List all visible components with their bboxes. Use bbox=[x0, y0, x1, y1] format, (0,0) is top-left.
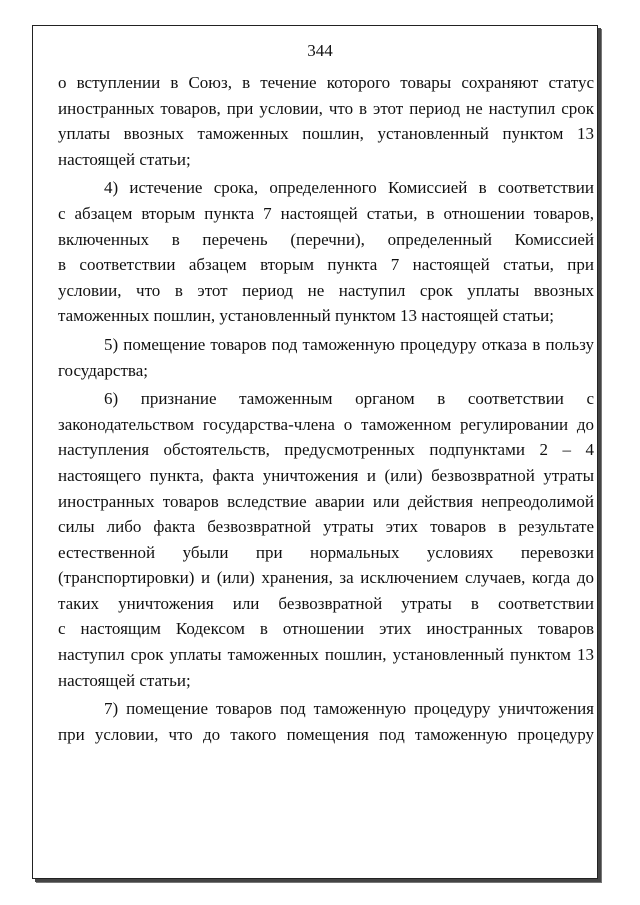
text-line: иностранных товаров, при условии, что в этот период не наступил срок bbox=[58, 98, 594, 118]
text-line: таких уничтожения или безвозвратной утраты в соответствии bbox=[58, 593, 594, 613]
paragraph-item-4 bbox=[58, 175, 594, 329]
text-line: силы либо факта безвозвратной утраты этих товаров в результате bbox=[58, 517, 594, 537]
text-line: законодательством государства-члена о таможенном регулировании до bbox=[58, 414, 594, 434]
text-line: условии, что в этот период не наступил срок уплаты ввозных bbox=[58, 280, 594, 300]
text-line: уплаты ввозных таможенных пошлин, установленный пунктом 13 bbox=[58, 124, 594, 144]
text-line: с настоящим Кодексом в отношении этих иностранных товаров bbox=[58, 619, 594, 639]
text-line: естественной убыли при нормальных условиях перевозки bbox=[58, 542, 594, 562]
text-line: таможенных пошлин, установленный пунктом 13 настоящей статьи; bbox=[58, 306, 554, 326]
text-line: с абзацем вторым пункта 7 настоящей статьи, в отношении товаров, bbox=[58, 203, 594, 223]
text-line: иностранных товаров вследствие аварии или действия непреодолимой bbox=[58, 491, 594, 511]
document-body bbox=[58, 70, 594, 747]
text-line: о вступлении в Союз, в течение которого товары сохраняют статус bbox=[58, 73, 594, 92]
text-line: настоящей статьи; bbox=[58, 149, 191, 169]
text-line: в соответствии абзацем вторым пункта 7 настоящей статьи, при bbox=[58, 255, 594, 275]
text-line: при условии, что до такого помещения под таможенную процедуру bbox=[58, 724, 594, 744]
paragraph-item-6 bbox=[58, 386, 594, 693]
text-line: 7) помещение товаров под таможенную процедуру уничтожения bbox=[104, 699, 594, 719]
text-line: 4) истечение срока, определенного Комиссией в соответствии bbox=[104, 178, 594, 198]
text-line: настоящей статьи; bbox=[58, 670, 191, 690]
text-line: 6) признание таможенным органом в соответствии с bbox=[104, 389, 594, 409]
text-line: 5) помещение товаров под таможенную процедуру отказа в пользу bbox=[104, 334, 594, 354]
text-line: наступления обстоятельств, предусмотренных подпунктами 2 – 4 bbox=[58, 440, 594, 460]
text-line: включенных в перечень (перечни), определенный Комиссией bbox=[58, 229, 594, 249]
text-line: настоящего пункта, факта уничтожения и (или) безвозвратной утраты bbox=[58, 465, 594, 485]
paragraph-continuation bbox=[58, 70, 594, 172]
text-line: государства; bbox=[58, 360, 148, 380]
text-line: (транспортировки) и (или) хранения, за исключением случаев, когда до bbox=[58, 568, 594, 588]
paragraph-item-7 bbox=[58, 696, 594, 747]
paragraph-item-5 bbox=[58, 332, 594, 383]
text-line: наступил срок уплаты таможенных пошлин, установленный пунктом 13 bbox=[58, 645, 594, 665]
page-number: 344 bbox=[307, 41, 333, 60]
